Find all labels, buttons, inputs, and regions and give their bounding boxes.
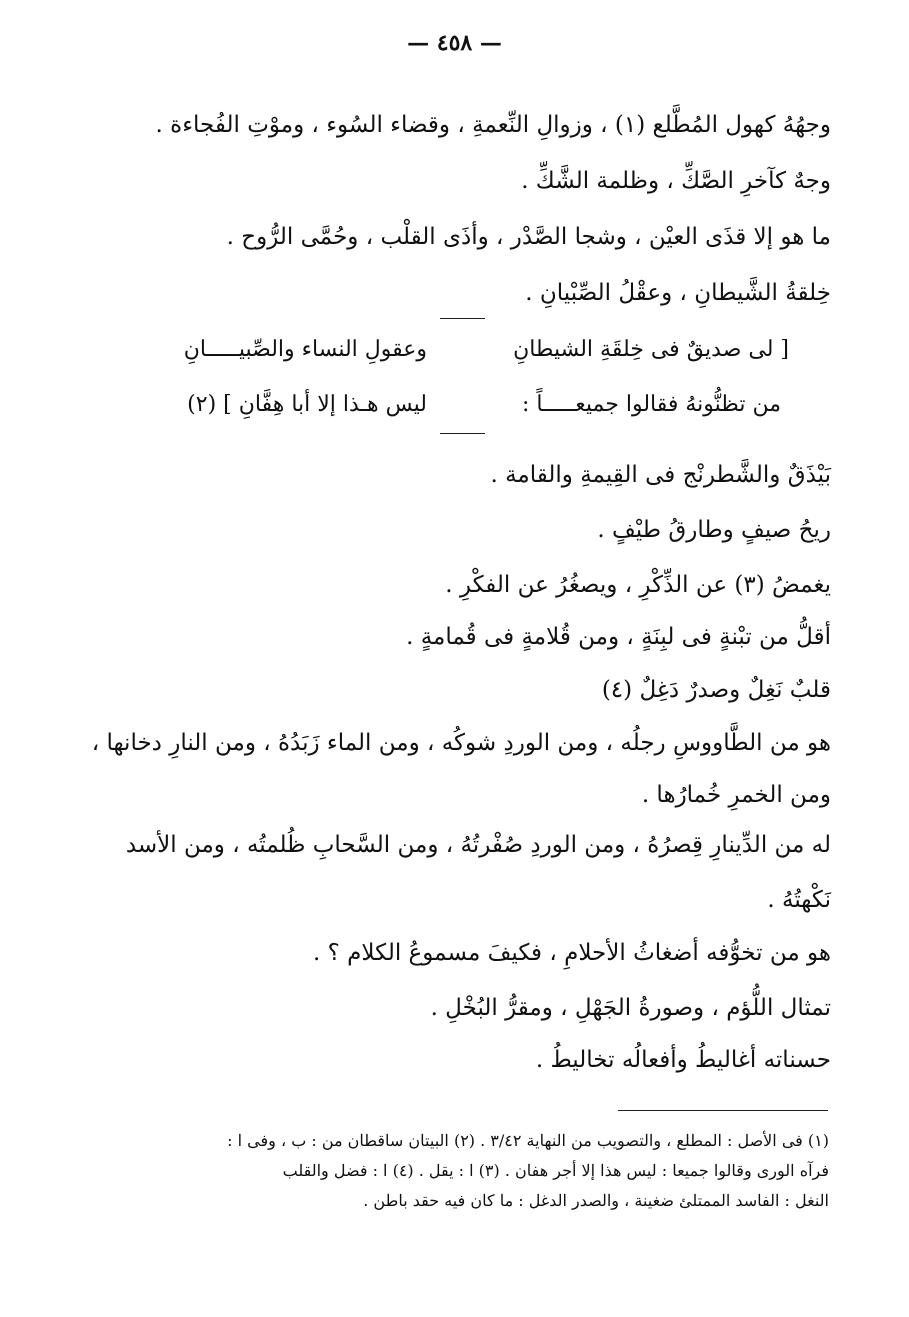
footnote-line: النغل : الفاسد الممتلئ ضغينة ، والصدر الدغل : ما كان فيه حقد باطن . xyxy=(363,1191,829,1210)
text-line: ومن الخمرِ خُمارُها . xyxy=(641,782,831,808)
text-line: هو من تخوُّفه أضغاثُ الأحلامِ ، فكيفَ مسموعُ الكلام ؟ . xyxy=(313,940,831,966)
text-line: قلبٌ نَغِلٌ وصدرٌ دَغِلٌ (٤) xyxy=(601,677,831,703)
text-line: تمثال اللُّؤم ، وصورةُ الجَهْلِ ، ومقرُّ البُخْلِ . xyxy=(430,995,831,1021)
text-line: نَكْهتُهُ . xyxy=(767,887,831,913)
page-number: — ٤٥٨ — xyxy=(407,30,502,56)
text-line: خِلقةُ الشَّيطانِ ، وعقْلُ الصِّبْيانِ . xyxy=(525,280,831,306)
footnote-line: فرآه الورى وقالوا جميعا : ليس هذا إلا أجر هفان . (٣) ا : يقل . (٤) ا : فضل والقلب xyxy=(282,1161,829,1180)
verse-hemistich-right: [ لى صديقٌ فى خِلقَةِ الشيطانِ xyxy=(513,337,789,362)
verse-top-separator xyxy=(440,318,485,319)
verse-bottom-separator xyxy=(440,433,485,434)
text-line: هو من الطَّاووسِ رجلُه ، ومن الوردِ شوكُه ، ومن الماء زَبَدُهُ ، ومن النارِ دخانها ، xyxy=(91,730,831,756)
text-line: وجهٌ كآخرِ الصَّكِّ ، وظلمة الشَّكِّ . xyxy=(521,168,831,194)
text-line: وجهُهُ كهول المُطَّلع (١) ، وزوالِ النِّعمةِ ، وقضاء السُوء ، وموْتِ الفُجاءة . xyxy=(155,112,831,138)
text-line: ريحُ صيفٍ وطارقُ طيْفٍ . xyxy=(597,517,831,543)
verse-hemistich-left: وعقولِ النساء والصِّبيـــــانِ xyxy=(183,337,427,362)
text-line: يغمضُ (٣) عن الذِّكْرِ ، ويصغُرُ عن الفكْرِ . xyxy=(445,572,831,598)
verse-hemistich-right: من تظنُّونهُ فقالوا جميعـــــاً : xyxy=(521,392,781,417)
text-line: بَيْذَقٌ والشَّطرنْج فى القِيمةِ والقامة . xyxy=(490,462,831,488)
text-line: أقلُّ من تبْنةٍ فى لبِنَةٍ ، ومن قُلامةٍ فى قُمامةٍ . xyxy=(406,624,831,650)
footnote-line: (١) فى الأصل : المطلع ، والتصويب من النهاية ٣/٤٢ . (٢) البيتان ساقطان من : ب ، وفى ا : xyxy=(227,1131,829,1150)
verse-hemistich-left: ليس هـذا إلا أبا هِفَّانِ ] (٢) xyxy=(187,392,427,417)
text-line: له من الدِّينارِ قِصرُهُ ، ومن الوردِ صُفْرتُهُ ، ومن السَّحابِ ظُلمتُه ، ومن الأسد xyxy=(125,832,831,858)
footnote-rule xyxy=(618,1110,828,1111)
text-line: ما هو إلا قذَى العيْن ، وشجا الصَّدْر ، وأذَى القلْب ، وحُمَّى الرُّوح . xyxy=(226,224,831,250)
text-line: حسناته أغاليطُ وأفعالُه تخاليطُ . xyxy=(535,1047,831,1073)
